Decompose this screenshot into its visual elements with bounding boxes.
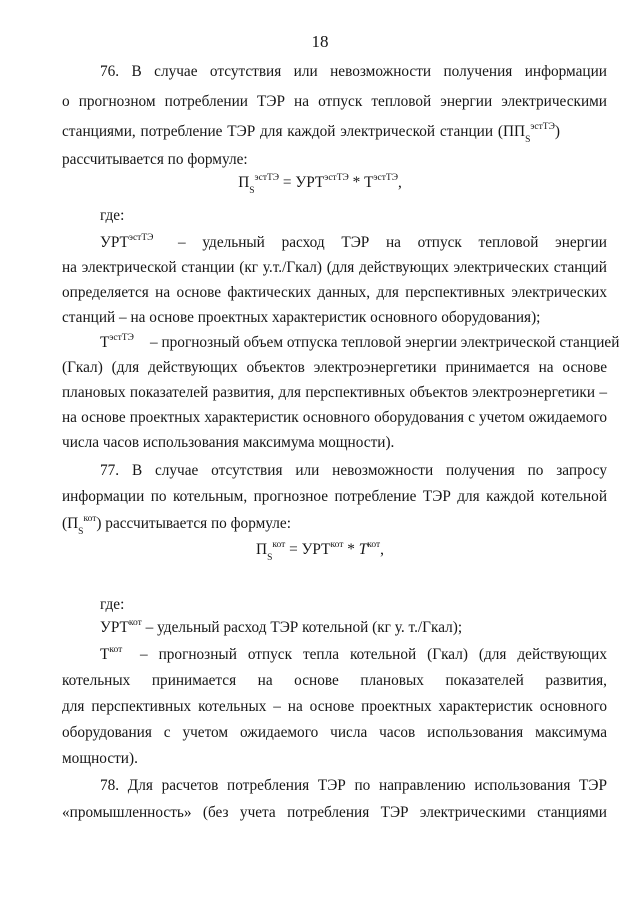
formula-2: $П_S^{кот} = УРТ^{кот} * Т^{кот}$,	[256, 539, 384, 564]
symbol-t-kot: $Т^{кот}$	[100, 644, 123, 663]
definition-t-kot-line-5: мощности).	[62, 750, 138, 767]
paragraph-76-line-2: о прогнозном потреблении ТЭР на отпуск тепловой энергии электрическими	[62, 93, 607, 110]
paragraph-76-line-3	[62, 121, 607, 146]
definition-t-kot-line-3: для перспективных котельных – на основе проектных характеристик основного	[62, 698, 607, 715]
symbol-urt-ecttz: $УРТ^{эстТЭ}$	[100, 232, 154, 251]
definition-t-kot-line-4: оборудования с учетом ожидаемого числа часов использования максимума	[62, 724, 607, 741]
definition-urt-ecttz: $УРТ^{эстТЭ}$ – удельный расход ТЭР на отпуск тепловой энергии	[100, 232, 607, 251]
paragraph-77-line-3: $(П_S^{кот})$ рассчитывается по формуле:	[62, 513, 291, 538]
definition-urt-kot: $УРТ^{кот}$ – удельный расход ТЭР котельной (кг у. т./Гкал);	[100, 617, 463, 636]
where-label-2: где:	[100, 596, 125, 613]
definition-t-ecttz: $Т^{эстТЭ}$ – прогнозный объем отпуска тепловой энергии электрической станцией	[100, 332, 620, 351]
symbol-urt-kot: $УРТ^{кот}$	[100, 617, 142, 636]
paragraph-76-line-4: рассчитывается по формуле:	[62, 151, 248, 168]
where-label-1: где:	[100, 207, 125, 224]
definition-t-line-5: числа часов использования максимума мощности).	[62, 434, 395, 451]
definition-t-line-3: плановых показателей развития, для перспективных объектов электроэнергетики –	[62, 384, 607, 401]
definition-t-kot-line-2: котельных принимается на основе плановых показателей развития,	[62, 672, 607, 689]
definition-t-line-4: на основе проектных характеристик основного оборудования с учетом ожидаемого	[62, 409, 607, 426]
paragraph-77-line-1: 77. В случае отсутствия или невозможности получения по запросу	[100, 462, 607, 479]
definition-urt-line-4: станций – на основе проектных характеристик основного оборудования);	[62, 309, 541, 326]
inline-symbol-p-kot: ($П_S^{кот}$	[62, 513, 97, 538]
paragraph-78-line-1: 78. Для расчетов потребления ТЭР по направлению использования ТЭР	[100, 777, 607, 794]
definition-urt-line-2: на электрической станции (кг у.т./Гкал) (для действующих электрических станций	[62, 259, 607, 276]
page-number: 18	[311, 32, 329, 51]
formula-1: $П_S^{эстТЭ} = УРТ^{эстТЭ} * Т^{эстТЭ}$,	[238, 172, 402, 197]
paragraph-77-line-2: информации по котельным, прогнозное потребление ТЭР для каждой котельной	[62, 488, 607, 505]
definition-t-kot: $Т^{кот}$ – прогнозный отпуск тепла котельной (Гкал) (для действующих	[100, 644, 607, 663]
paragraph-76-line-1: 76. В случае отсутствия или невозможности получения информации	[100, 63, 607, 80]
inline-symbol-p-ecttz: $П_S^{эстТЭ}$)	[514, 121, 560, 146]
paragraph-78-line-2: «промышленность» (без учета потребления ТЭР электрическими станциями	[62, 804, 607, 821]
symbol-t-ecttz: $Т^{эстТЭ}$	[100, 332, 134, 351]
definition-urt-line-3: определяется на основе фактических данных, для перспективных электрических	[62, 284, 607, 301]
definition-t-line-2: (Гкал) (для действующих объектов электроэнергетики принимается на основе	[62, 359, 607, 376]
line-3-text: станциями, потребление ТЭР для каждой электрической станции (П	[62, 123, 514, 140]
